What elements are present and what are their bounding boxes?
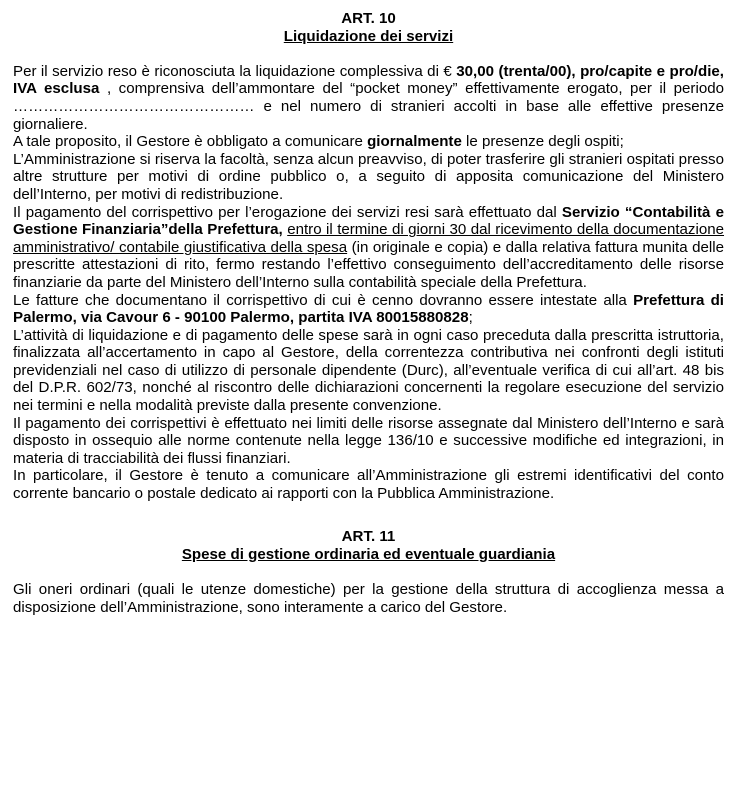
article-11-heading: ART. 11 [341, 528, 396, 546]
text-run: Per il servizio reso è riconosciuta la liquidazione complessiva di € [13, 62, 457, 80]
bold-run: 30,00 (trenta/00), pro/capite e pro/die, IVA esclusa [13, 62, 724, 98]
text-run: A tale proposito, il Gestore è obbligato a comunicare [13, 133, 368, 151]
article-10-title: Liquidazione dei servizi [283, 27, 454, 45]
text-run: ; [468, 309, 473, 327]
paragraph-fatture [13, 292, 724, 327]
text-run: (in originale e copia) e dalla relativa fattura munita delle prescritte attestazioni di rito, fermo restando l’effettivo conseguimento dell’accreditamento delle risorse finanziarie da parte del Ministero dell’Interno sulla contabilità speciale della Prefettura. [13, 238, 724, 291]
paragraph-tracciabilita: Il pagamento dei corrispettivi è effettuato nei limiti delle risorse assegnate dal Ministero dell’Interno e sarà disposto in ossequio alle norme contenute nella legge 136/10 e successive modifiche ed integrazioni, in materia di tracciabilità dei flussi finanziari. [13, 414, 724, 467]
article-11-title: Spese di gestione ordinaria ed eventuale guardiania [181, 545, 556, 563]
article-10-heading: ART. 10 [341, 10, 396, 27]
spacer [13, 45, 724, 63]
paragraph-oneri-ordinari: Gli oneri ordinari (quali le utenze domestiche) per la gestione della struttura di accoglienza messa a disposizione dell’Amministrazione, sono interamente a carico del Gestore. [13, 581, 724, 616]
spacer [13, 563, 724, 581]
text-run: , comprensiva dell’ammontare del “pocket money” effettivamente erogato, per il periodo ………………………………………… e nel numero di stranieri accolti in base alle effettive presenze giornaliere. [13, 80, 724, 133]
text-run: le presenze degli ospiti; [461, 133, 624, 151]
spacer [13, 503, 724, 521]
paragraph-trasferimento: L’Amministrazione si riserva la facoltà, senza alcun preavviso, di poter trasferire gli stranieri ospitati presso altre strutture per motivi di ordine pubblico o, a seguito di apposita comunicazione del Ministero dell’Interno, per motivi di redistribuzione. [13, 150, 724, 203]
paragraph-comunicazione-presenze [13, 133, 724, 151]
paragraph-liquidazione [13, 63, 724, 133]
spacer [13, 520, 724, 528]
text-run: Il pagamento del corrispettivo per l’erogazione dei servizi resi sarà effettuato dal [13, 203, 562, 221]
underlined-run: entro il termine di giorni 30 dal ricevimento della documentazione amministrativo/ contabile giustificativa della spesa [13, 221, 725, 256]
bold-run: Prefettura di Palermo, via Cavour 6 - 90100 Palermo, partita IVA 80015880828 [13, 291, 725, 327]
paragraph-istruttoria: L’attività di liquidazione e di pagamento delle spese sarà in ogni caso preceduta dalla prescritta istruttoria, finalizzata all’accertamento in capo al Gestore, della correntezza contributiva nei confronti degli istituti previdenziali nel caso di utilizzo di personale dipendente (Durc), all’eventuale verifica di cui all’art. 48 bis del D.P.R. 602/73, nonché al riscontro delle dichiarazioni concernenti la regolare esecuzione del servizio nei termini e nella modalità previste dalla presente convenzione. [13, 326, 724, 415]
paragraph-conto-corrente: In particolare, il Gestore è tenuto a comunicare all’Amministrazione gli estremi identificativi del conto corrente bancario o postale dedicato ai rapporti con la Pubblica Amministrazione. [13, 467, 724, 503]
text-run: Le fatture che documentano il corrispettivo di cui è cenno dovranno essere intestate alla [13, 291, 634, 309]
bold-run: giornalmente [367, 133, 462, 151]
paragraph-pagamento [13, 204, 724, 292]
bold-run: Servizio “Contabilità e Gestione Finanziaria”della Prefettura, [13, 203, 724, 239]
